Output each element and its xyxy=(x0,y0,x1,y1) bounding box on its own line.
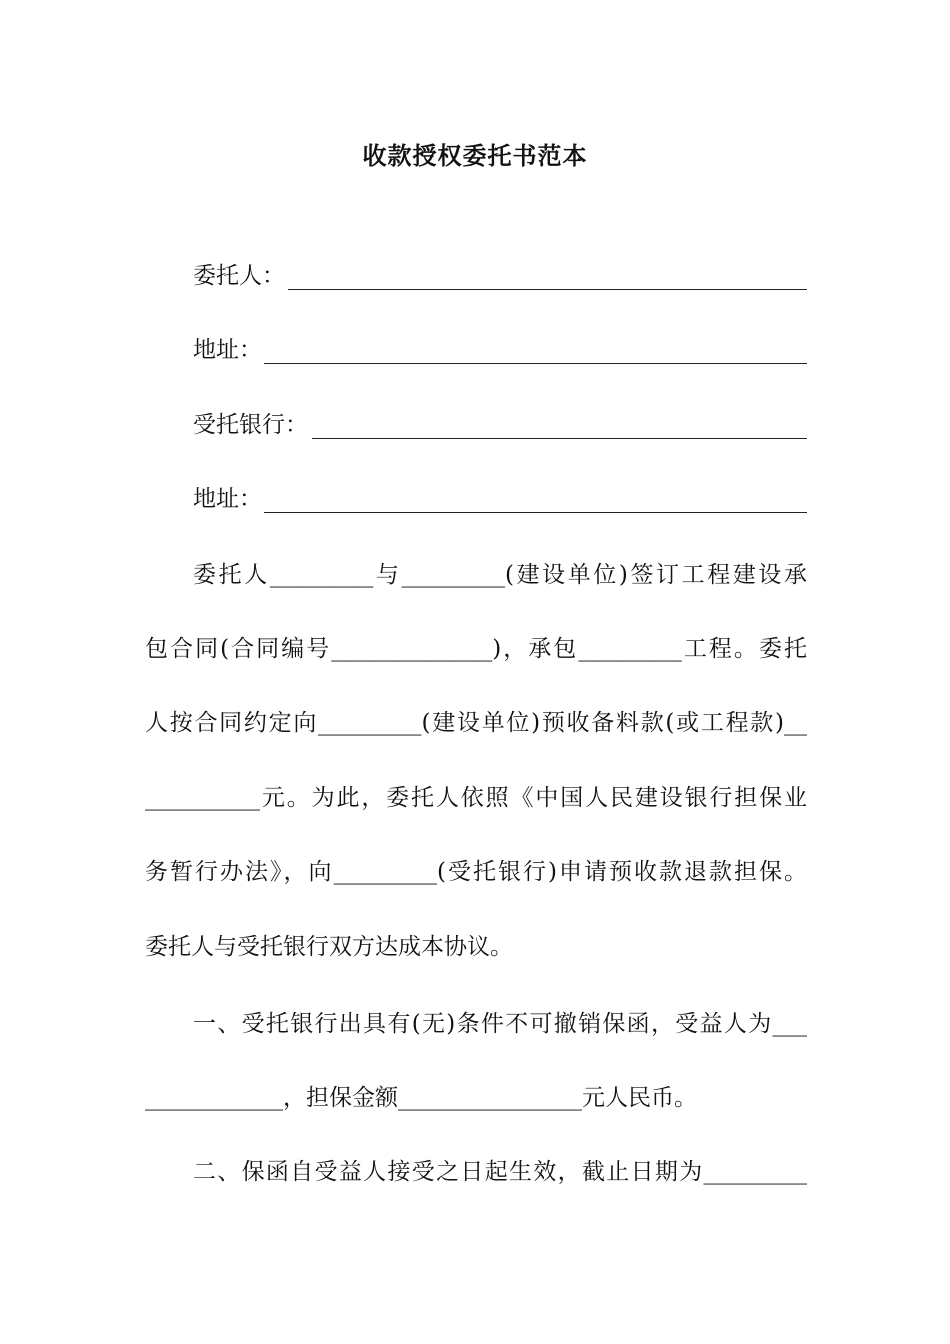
blank-line xyxy=(312,438,807,439)
field-label: 委托人： xyxy=(193,263,285,289)
clause-line xyxy=(145,1009,807,1039)
body-text: __________元。为此，委托人依照《中国人民建设银行担保业 xyxy=(145,785,807,811)
blank-line xyxy=(264,363,807,364)
field-address-1 xyxy=(145,335,807,365)
body-text: 委托人与受托银行双方达成本协议。 xyxy=(145,934,513,960)
blank-line xyxy=(264,512,807,513)
clause-line xyxy=(145,1157,807,1187)
clause-text: 一、受托银行出具有(无)条件不可撤销保函，受益人为___ xyxy=(193,1011,807,1037)
body-text: 务暂行办法》，向_________(受托银行)申请预收款退款担保。 xyxy=(145,859,807,885)
clause-text: 二、保函自受益人接受之日起生效，截止日期为_________ xyxy=(193,1159,807,1185)
blank-line xyxy=(288,289,807,290)
field-bank xyxy=(145,410,807,440)
body-line xyxy=(145,708,807,738)
body-line xyxy=(145,634,807,664)
body-text: 包合同(合同编号______________)，承包_________工程。委托 xyxy=(145,636,807,662)
body-line xyxy=(145,783,807,813)
body-text: 人按合同约定向_________(建设单位)预收备料款(或工程款)__ xyxy=(145,710,807,736)
field-label: 地址： xyxy=(193,486,262,512)
body-line xyxy=(145,857,807,887)
field-label: 地址： xyxy=(193,337,262,363)
field-principal xyxy=(145,261,807,291)
field-label: 受托银行： xyxy=(193,412,308,438)
body-line xyxy=(145,560,807,590)
body-text: 委托人_________与_________(建设单位)签订工程建设承 xyxy=(193,562,807,588)
body-line xyxy=(145,932,807,962)
clause-text: ____________，担保金额________________元人民币。 xyxy=(145,1085,697,1111)
field-address-2 xyxy=(145,484,807,514)
document-title: 收款授权委托书范本 xyxy=(362,141,588,170)
clause-line xyxy=(145,1083,807,1113)
